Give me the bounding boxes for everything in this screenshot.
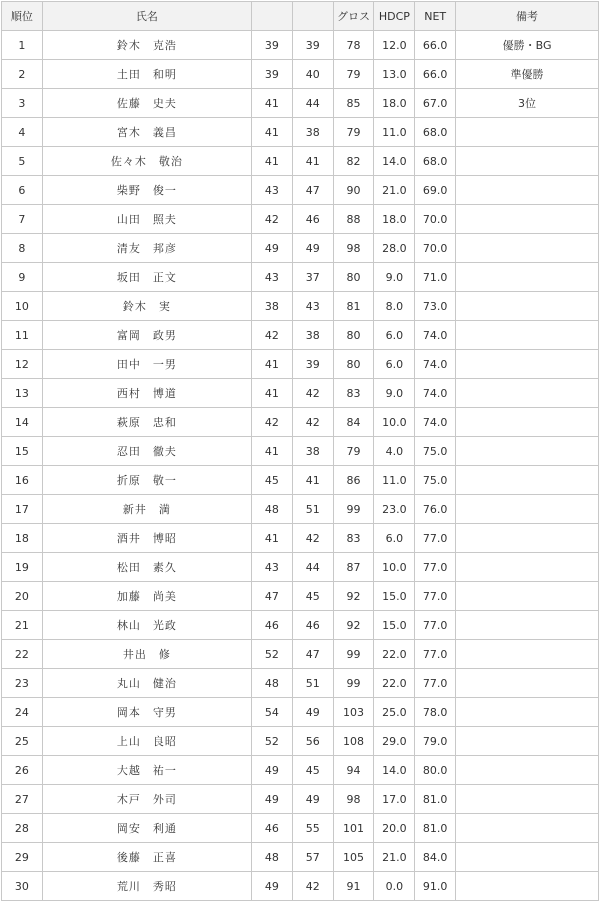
out-score-cell: 41 — [252, 147, 293, 176]
name-cell: 佐々木 敬治 — [42, 147, 251, 176]
remarks-cell — [456, 466, 599, 495]
header-in — [292, 2, 333, 31]
gross-cell: 101 — [333, 814, 374, 843]
remarks-cell — [456, 437, 599, 466]
gross-cell: 83 — [333, 524, 374, 553]
remarks-cell — [456, 205, 599, 234]
remarks-cell — [456, 495, 599, 524]
rank-cell: 4 — [2, 118, 43, 147]
hdcp-cell: 22.0 — [374, 640, 415, 669]
out-score-cell: 41 — [252, 350, 293, 379]
in-score-cell: 49 — [292, 234, 333, 263]
name-cell: 土田 和明 — [42, 60, 251, 89]
net-cell: 75.0 — [415, 437, 456, 466]
table-row — [2, 553, 599, 582]
rank-cell: 19 — [2, 553, 43, 582]
table-row — [2, 582, 599, 611]
hdcp-cell: 18.0 — [374, 205, 415, 234]
table-row — [2, 437, 599, 466]
rank-cell: 27 — [2, 785, 43, 814]
out-score-cell: 43 — [252, 263, 293, 292]
net-cell: 66.0 — [415, 31, 456, 60]
hdcp-cell: 4.0 — [374, 437, 415, 466]
header-out — [252, 2, 293, 31]
remarks-cell — [456, 408, 599, 437]
remarks-cell — [456, 640, 599, 669]
out-score-cell: 46 — [252, 611, 293, 640]
in-score-cell: 47 — [292, 640, 333, 669]
out-score-cell: 48 — [252, 669, 293, 698]
out-score-cell: 39 — [252, 31, 293, 60]
in-score-cell: 56 — [292, 727, 333, 756]
gross-cell: 80 — [333, 321, 374, 350]
net-cell: 79.0 — [415, 727, 456, 756]
out-score-cell: 41 — [252, 379, 293, 408]
hdcp-cell: 10.0 — [374, 553, 415, 582]
rank-cell: 10 — [2, 292, 43, 321]
hdcp-cell: 14.0 — [374, 147, 415, 176]
in-score-cell: 42 — [292, 408, 333, 437]
rank-cell: 28 — [2, 814, 43, 843]
name-cell: 富岡 政男 — [42, 321, 251, 350]
gross-cell: 88 — [333, 205, 374, 234]
name-cell: 松田 素久 — [42, 553, 251, 582]
gross-cell: 105 — [333, 843, 374, 872]
name-cell: 井出 修 — [42, 640, 251, 669]
rank-cell: 6 — [2, 176, 43, 205]
out-score-cell: 38 — [252, 292, 293, 321]
in-score-cell: 37 — [292, 263, 333, 292]
net-cell: 77.0 — [415, 611, 456, 640]
hdcp-cell: 23.0 — [374, 495, 415, 524]
hdcp-cell: 6.0 — [374, 524, 415, 553]
remarks-cell — [456, 785, 599, 814]
gross-cell: 85 — [333, 89, 374, 118]
gross-cell: 99 — [333, 640, 374, 669]
remarks-cell — [456, 292, 599, 321]
out-score-cell: 46 — [252, 814, 293, 843]
table-row — [2, 524, 599, 553]
gross-cell: 83 — [333, 379, 374, 408]
name-cell: 木戸 外司 — [42, 785, 251, 814]
gross-cell: 81 — [333, 292, 374, 321]
rank-cell: 1 — [2, 31, 43, 60]
name-cell: 大越 祐一 — [42, 756, 251, 785]
gross-cell: 90 — [333, 176, 374, 205]
net-cell: 91.0 — [415, 872, 456, 901]
net-cell: 80.0 — [415, 756, 456, 785]
remarks-cell — [456, 698, 599, 727]
remarks-cell — [456, 118, 599, 147]
in-score-cell: 49 — [292, 698, 333, 727]
name-cell: 折原 敬一 — [42, 466, 251, 495]
net-cell: 76.0 — [415, 495, 456, 524]
hdcp-cell: 0.0 — [374, 872, 415, 901]
remarks-cell — [456, 756, 599, 785]
name-cell: 岡安 利通 — [42, 814, 251, 843]
hdcp-cell: 9.0 — [374, 379, 415, 408]
out-score-cell: 41 — [252, 437, 293, 466]
hdcp-cell: 22.0 — [374, 669, 415, 698]
table-row — [2, 263, 599, 292]
rank-cell: 30 — [2, 872, 43, 901]
rank-cell: 17 — [2, 495, 43, 524]
gross-cell: 92 — [333, 611, 374, 640]
in-score-cell: 46 — [292, 611, 333, 640]
out-score-cell: 42 — [252, 408, 293, 437]
table-row — [2, 727, 599, 756]
in-score-cell: 44 — [292, 89, 333, 118]
remarks-cell — [456, 843, 599, 872]
gross-cell: 87 — [333, 553, 374, 582]
hdcp-cell: 17.0 — [374, 785, 415, 814]
net-cell: 68.0 — [415, 118, 456, 147]
gross-cell: 94 — [333, 756, 374, 785]
header-rank: 順位 — [2, 2, 43, 31]
name-cell: 西村 博道 — [42, 379, 251, 408]
name-cell: 忍田 徹夫 — [42, 437, 251, 466]
name-cell: 林山 光政 — [42, 611, 251, 640]
hdcp-cell: 8.0 — [374, 292, 415, 321]
hdcp-cell: 21.0 — [374, 176, 415, 205]
gross-cell: 80 — [333, 263, 374, 292]
rank-cell: 8 — [2, 234, 43, 263]
rank-cell: 15 — [2, 437, 43, 466]
table-row — [2, 495, 599, 524]
rank-cell: 29 — [2, 843, 43, 872]
out-score-cell: 43 — [252, 553, 293, 582]
table-row — [2, 31, 599, 60]
remarks-cell — [456, 234, 599, 263]
name-cell: 田中 一男 — [42, 350, 251, 379]
gross-cell: 103 — [333, 698, 374, 727]
net-cell: 77.0 — [415, 524, 456, 553]
remarks-cell — [456, 524, 599, 553]
out-score-cell: 42 — [252, 321, 293, 350]
net-cell: 78.0 — [415, 698, 456, 727]
header-remarks: 備考 — [456, 2, 599, 31]
out-score-cell: 52 — [252, 640, 293, 669]
table-row — [2, 872, 599, 901]
name-cell: 清友 邦彦 — [42, 234, 251, 263]
rank-cell: 20 — [2, 582, 43, 611]
table-row — [2, 89, 599, 118]
out-score-cell: 49 — [252, 756, 293, 785]
table-row — [2, 640, 599, 669]
net-cell: 70.0 — [415, 205, 456, 234]
header-net: NET — [415, 2, 456, 31]
net-cell: 74.0 — [415, 321, 456, 350]
table-row — [2, 379, 599, 408]
rank-cell: 9 — [2, 263, 43, 292]
remarks-cell — [456, 553, 599, 582]
name-cell: 丸山 健治 — [42, 669, 251, 698]
rank-cell: 26 — [2, 756, 43, 785]
out-score-cell: 48 — [252, 843, 293, 872]
rank-cell: 3 — [2, 89, 43, 118]
in-score-cell: 51 — [292, 669, 333, 698]
out-score-cell: 39 — [252, 60, 293, 89]
hdcp-cell: 11.0 — [374, 118, 415, 147]
hdcp-cell: 15.0 — [374, 611, 415, 640]
rank-cell: 2 — [2, 60, 43, 89]
gross-cell: 79 — [333, 60, 374, 89]
in-score-cell: 51 — [292, 495, 333, 524]
gross-cell: 79 — [333, 437, 374, 466]
name-cell: 佐藤 史夫 — [42, 89, 251, 118]
rank-cell: 14 — [2, 408, 43, 437]
table-row — [2, 466, 599, 495]
in-score-cell: 45 — [292, 582, 333, 611]
header-name: 氏名 — [42, 2, 251, 31]
gross-cell: 92 — [333, 582, 374, 611]
rank-cell: 22 — [2, 640, 43, 669]
gross-cell: 86 — [333, 466, 374, 495]
name-cell: 宮木 義昌 — [42, 118, 251, 147]
hdcp-cell: 11.0 — [374, 466, 415, 495]
table-row — [2, 350, 599, 379]
net-cell: 77.0 — [415, 582, 456, 611]
out-score-cell: 47 — [252, 582, 293, 611]
out-score-cell: 54 — [252, 698, 293, 727]
hdcp-cell: 28.0 — [374, 234, 415, 263]
rank-cell: 5 — [2, 147, 43, 176]
header-gross: グロス — [333, 2, 374, 31]
net-cell: 68.0 — [415, 147, 456, 176]
hdcp-cell: 13.0 — [374, 60, 415, 89]
net-cell: 66.0 — [415, 60, 456, 89]
in-score-cell: 46 — [292, 205, 333, 234]
name-cell: 後藤 正喜 — [42, 843, 251, 872]
out-score-cell: 49 — [252, 785, 293, 814]
hdcp-cell: 25.0 — [374, 698, 415, 727]
net-cell: 73.0 — [415, 292, 456, 321]
name-cell: 柴野 俊一 — [42, 176, 251, 205]
rank-cell: 12 — [2, 350, 43, 379]
in-score-cell: 47 — [292, 176, 333, 205]
remarks-cell — [456, 176, 599, 205]
hdcp-cell: 9.0 — [374, 263, 415, 292]
in-score-cell: 41 — [292, 466, 333, 495]
net-cell: 69.0 — [415, 176, 456, 205]
rank-cell: 25 — [2, 727, 43, 756]
gross-cell: 99 — [333, 495, 374, 524]
net-cell: 77.0 — [415, 640, 456, 669]
name-cell: 坂田 正文 — [42, 263, 251, 292]
remarks-cell — [456, 582, 599, 611]
name-cell: 山田 照夫 — [42, 205, 251, 234]
out-score-cell: 43 — [252, 176, 293, 205]
gross-cell: 84 — [333, 408, 374, 437]
header-hdcp: HDCP — [374, 2, 415, 31]
hdcp-cell: 14.0 — [374, 756, 415, 785]
rank-cell: 11 — [2, 321, 43, 350]
out-score-cell: 42 — [252, 205, 293, 234]
net-cell: 74.0 — [415, 350, 456, 379]
name-cell: 酒井 博昭 — [42, 524, 251, 553]
remarks-cell — [456, 350, 599, 379]
table-row — [2, 147, 599, 176]
table-row — [2, 756, 599, 785]
table-row — [2, 669, 599, 698]
hdcp-cell: 20.0 — [374, 814, 415, 843]
remarks-cell — [456, 611, 599, 640]
name-cell: 加藤 尚美 — [42, 582, 251, 611]
net-cell: 81.0 — [415, 785, 456, 814]
remarks-cell: 優勝・BG — [456, 31, 599, 60]
in-score-cell: 49 — [292, 785, 333, 814]
table-header — [2, 2, 599, 31]
table-row — [2, 785, 599, 814]
in-score-cell: 39 — [292, 350, 333, 379]
table-row — [2, 176, 599, 205]
rank-cell: 18 — [2, 524, 43, 553]
table-row — [2, 408, 599, 437]
in-score-cell: 38 — [292, 321, 333, 350]
table-body — [2, 31, 599, 901]
net-cell: 77.0 — [415, 553, 456, 582]
gross-cell: 79 — [333, 118, 374, 147]
table-row — [2, 814, 599, 843]
net-cell: 81.0 — [415, 814, 456, 843]
name-cell: 荒川 秀昭 — [42, 872, 251, 901]
hdcp-cell: 6.0 — [374, 321, 415, 350]
gross-cell: 99 — [333, 669, 374, 698]
in-score-cell: 42 — [292, 872, 333, 901]
table-row — [2, 60, 599, 89]
in-score-cell: 41 — [292, 147, 333, 176]
in-score-cell: 43 — [292, 292, 333, 321]
out-score-cell: 45 — [252, 466, 293, 495]
name-cell: 岡本 守男 — [42, 698, 251, 727]
table-row — [2, 698, 599, 727]
hdcp-cell: 29.0 — [374, 727, 415, 756]
remarks-cell — [456, 147, 599, 176]
out-score-cell: 41 — [252, 524, 293, 553]
net-cell: 71.0 — [415, 263, 456, 292]
hdcp-cell: 15.0 — [374, 582, 415, 611]
rank-cell: 21 — [2, 611, 43, 640]
hdcp-cell: 10.0 — [374, 408, 415, 437]
in-score-cell: 40 — [292, 60, 333, 89]
remarks-cell — [456, 321, 599, 350]
in-score-cell: 55 — [292, 814, 333, 843]
in-score-cell: 42 — [292, 524, 333, 553]
gross-cell: 98 — [333, 785, 374, 814]
hdcp-cell: 18.0 — [374, 89, 415, 118]
out-score-cell: 41 — [252, 89, 293, 118]
out-score-cell: 49 — [252, 234, 293, 263]
out-score-cell: 49 — [252, 872, 293, 901]
net-cell: 74.0 — [415, 379, 456, 408]
rank-cell: 16 — [2, 466, 43, 495]
in-score-cell: 45 — [292, 756, 333, 785]
rank-cell: 24 — [2, 698, 43, 727]
in-score-cell: 57 — [292, 843, 333, 872]
net-cell: 84.0 — [415, 843, 456, 872]
name-cell: 新井 満 — [42, 495, 251, 524]
out-score-cell: 48 — [252, 495, 293, 524]
remarks-cell — [456, 814, 599, 843]
in-score-cell: 44 — [292, 553, 333, 582]
rank-cell: 23 — [2, 669, 43, 698]
name-cell: 鈴木 克浩 — [42, 31, 251, 60]
table-row — [2, 205, 599, 234]
remarks-cell: 準優勝 — [456, 60, 599, 89]
net-cell: 70.0 — [415, 234, 456, 263]
gross-cell: 98 — [333, 234, 374, 263]
remarks-cell — [456, 263, 599, 292]
remarks-cell — [456, 379, 599, 408]
header-row — [2, 2, 599, 31]
table-row — [2, 611, 599, 640]
remarks-cell — [456, 872, 599, 901]
hdcp-cell: 12.0 — [374, 31, 415, 60]
net-cell: 75.0 — [415, 466, 456, 495]
table-row — [2, 321, 599, 350]
gross-cell: 108 — [333, 727, 374, 756]
name-cell: 上山 良昭 — [42, 727, 251, 756]
remarks-cell: 3位 — [456, 89, 599, 118]
hdcp-cell: 6.0 — [374, 350, 415, 379]
table-row — [2, 234, 599, 263]
out-score-cell: 52 — [252, 727, 293, 756]
gross-cell: 78 — [333, 31, 374, 60]
table-row — [2, 118, 599, 147]
name-cell: 鈴木 実 — [42, 292, 251, 321]
table-row — [2, 292, 599, 321]
rank-cell: 13 — [2, 379, 43, 408]
in-score-cell: 42 — [292, 379, 333, 408]
results-table — [1, 1, 599, 901]
in-score-cell: 39 — [292, 31, 333, 60]
gross-cell: 91 — [333, 872, 374, 901]
gross-cell: 82 — [333, 147, 374, 176]
remarks-cell — [456, 727, 599, 756]
net-cell: 77.0 — [415, 669, 456, 698]
net-cell: 67.0 — [415, 89, 456, 118]
out-score-cell: 41 — [252, 118, 293, 147]
in-score-cell: 38 — [292, 437, 333, 466]
rank-cell: 7 — [2, 205, 43, 234]
remarks-cell — [456, 669, 599, 698]
in-score-cell: 38 — [292, 118, 333, 147]
hdcp-cell: 21.0 — [374, 843, 415, 872]
table-row — [2, 843, 599, 872]
gross-cell: 80 — [333, 350, 374, 379]
name-cell: 萩原 忠和 — [42, 408, 251, 437]
net-cell: 74.0 — [415, 408, 456, 437]
